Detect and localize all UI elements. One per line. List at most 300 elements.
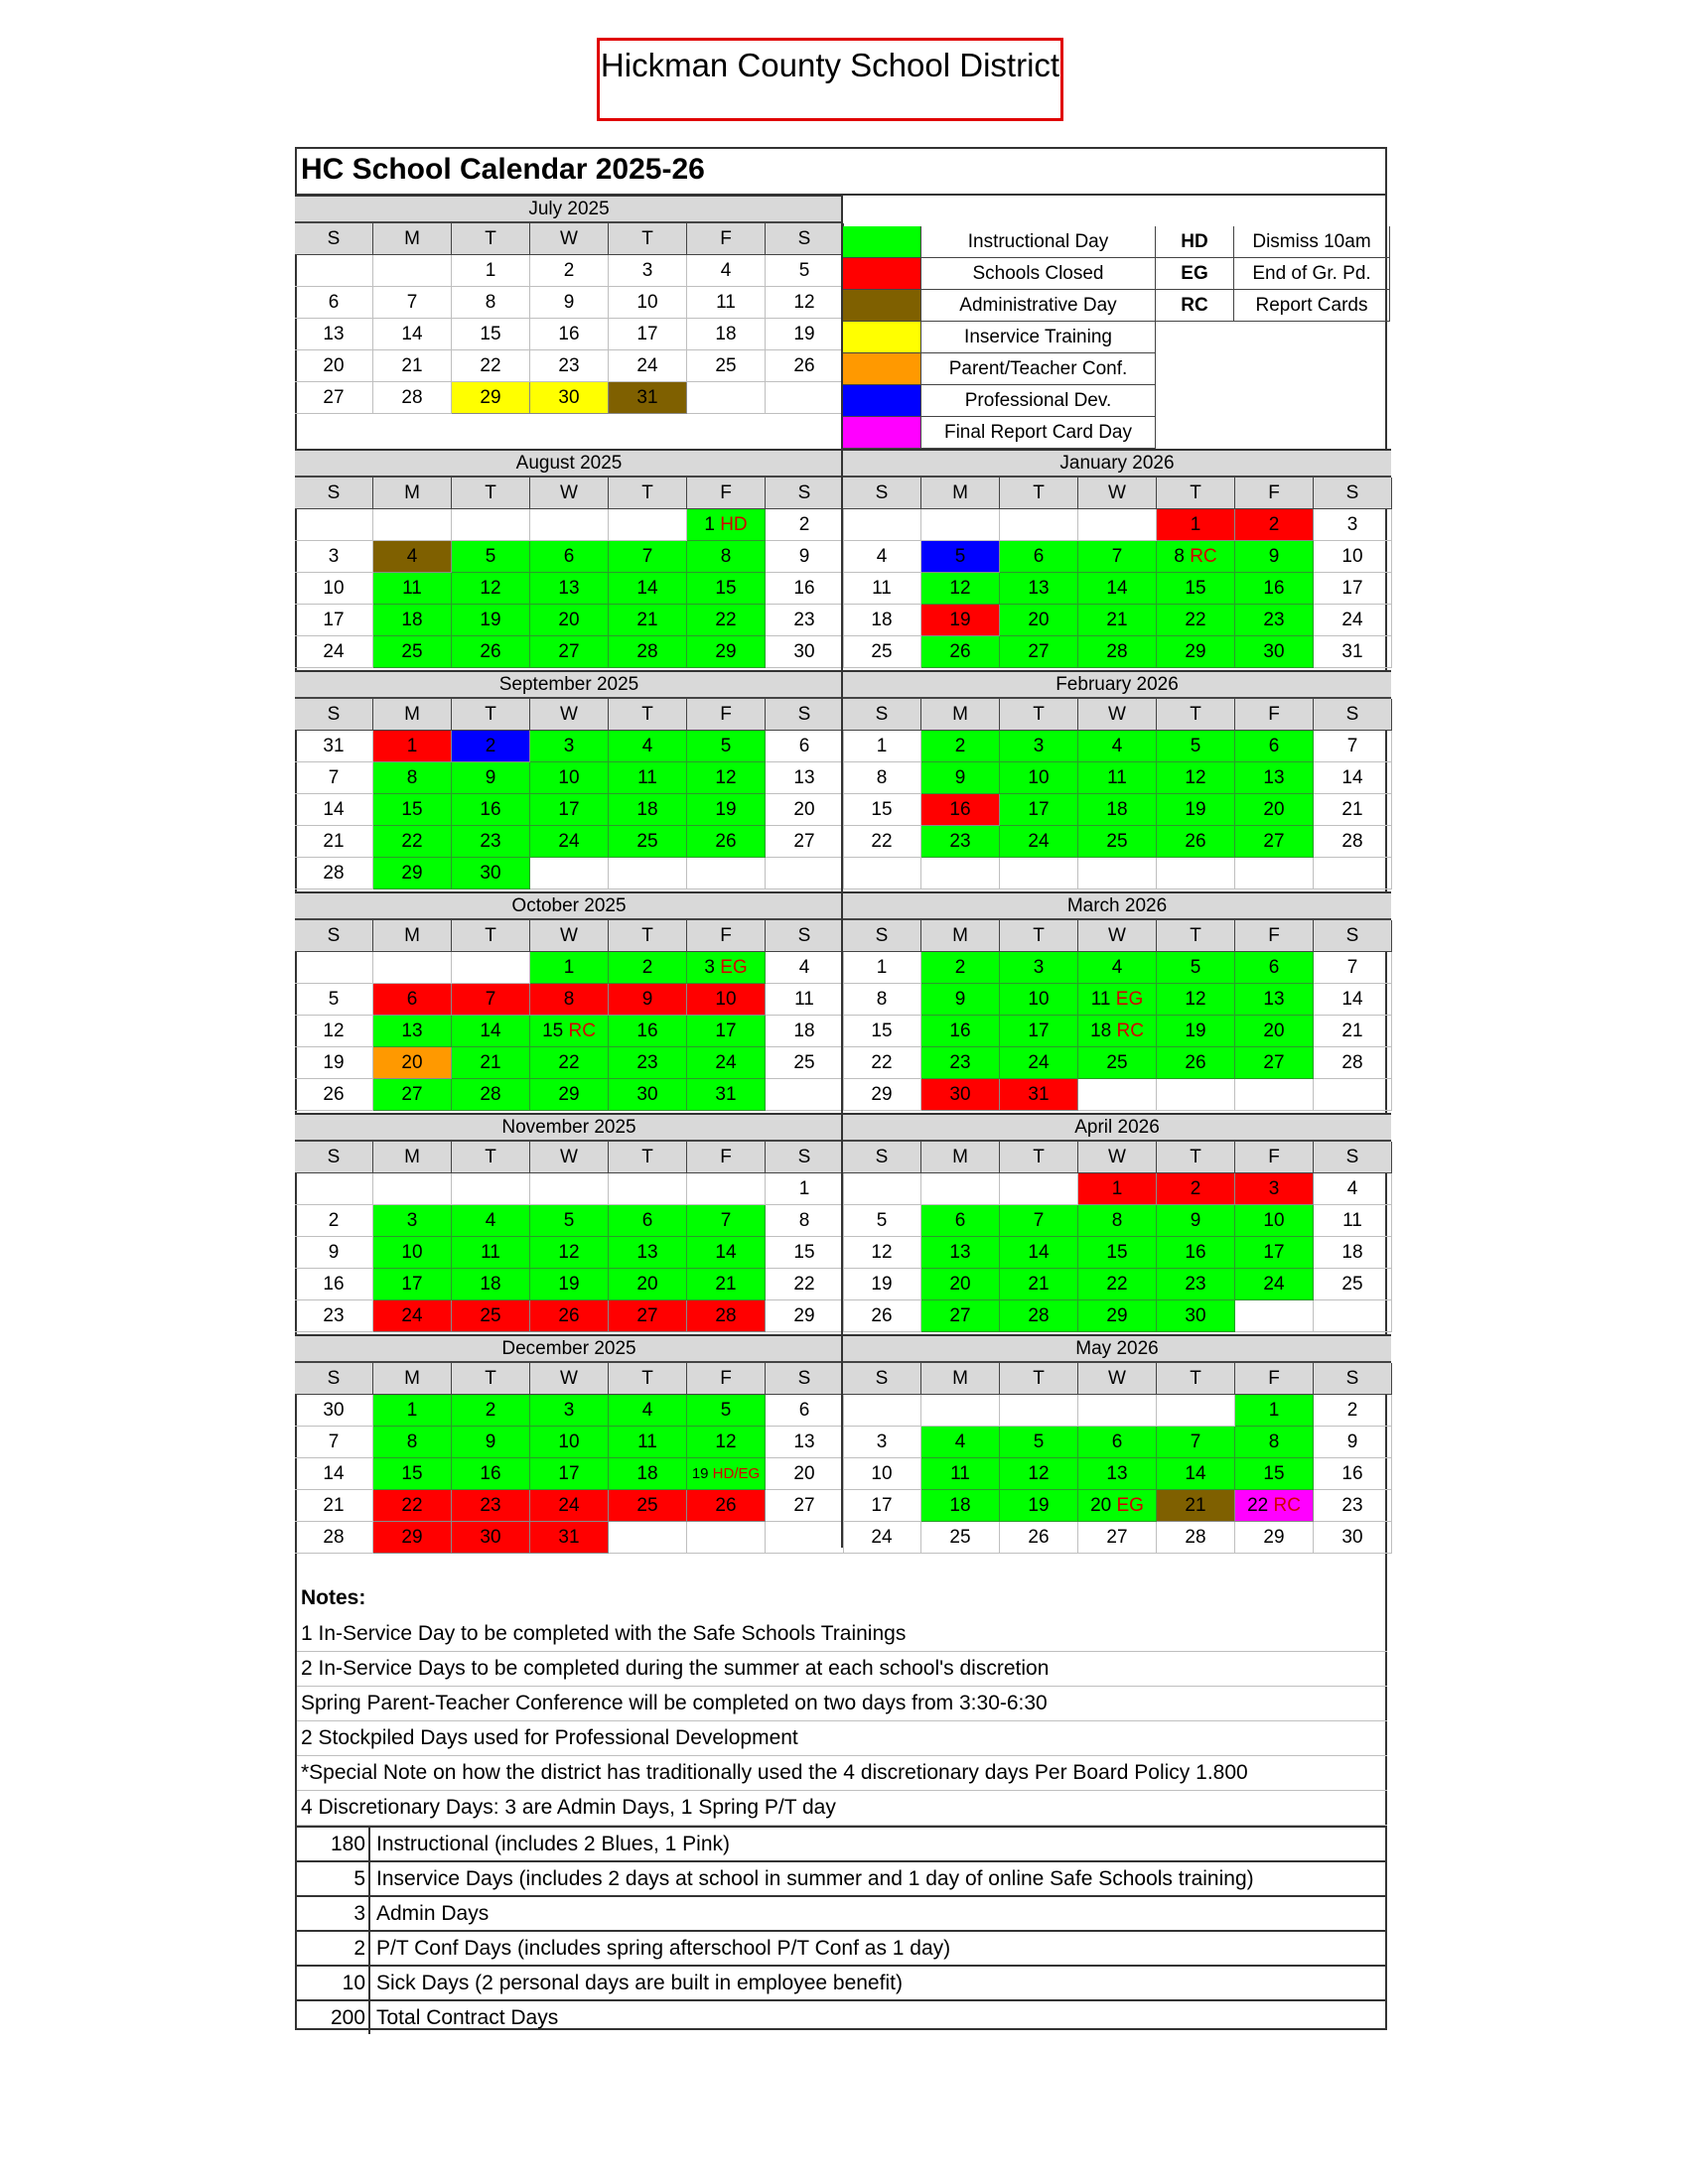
day-cell: 20 bbox=[1000, 605, 1078, 636]
day-marker: HD bbox=[720, 514, 748, 535]
weekday-header: S bbox=[295, 1142, 373, 1173]
weekday-header: S bbox=[295, 1363, 373, 1395]
day-cell: 22 bbox=[530, 1047, 609, 1079]
weekday-header: W bbox=[1078, 1142, 1157, 1173]
day-cell: 23 bbox=[452, 826, 530, 858]
day-number: 3 bbox=[704, 957, 721, 978]
day-cell: 2 bbox=[609, 952, 687, 984]
day-cell: 26 bbox=[921, 636, 1000, 668]
day-cell: 25 bbox=[766, 1047, 844, 1079]
day-cell: 1 bbox=[1157, 509, 1235, 541]
day-cell: 14 bbox=[1000, 1237, 1078, 1269]
day-cell: 14 bbox=[452, 1016, 530, 1047]
summary-count: 3 bbox=[295, 1897, 370, 1930]
month-title: October 2025 bbox=[295, 891, 843, 920]
day-cell: 30 bbox=[452, 858, 530, 889]
day-cell: 16 bbox=[1235, 573, 1314, 605]
summary-count: 2 bbox=[295, 1932, 370, 1965]
day-cell: 5 bbox=[1000, 1427, 1078, 1458]
weekday-header: S bbox=[766, 699, 844, 731]
month-block bbox=[843, 891, 1389, 1113]
day-cell bbox=[295, 255, 373, 287]
weekday-header: T bbox=[1157, 478, 1235, 509]
weekday-header: W bbox=[530, 920, 609, 952]
summary-row bbox=[295, 1999, 1387, 2034]
day-cell: 7 bbox=[609, 541, 687, 573]
day-cell bbox=[921, 1395, 1000, 1427]
day-cell: 13 bbox=[766, 1427, 844, 1458]
day-cell: 12 bbox=[921, 573, 1000, 605]
day-cell bbox=[295, 952, 373, 984]
day-cell: 17 bbox=[843, 1490, 921, 1522]
month-title: January 2026 bbox=[843, 449, 1391, 478]
day-cell: 9 bbox=[766, 541, 844, 573]
day-cell: 18 bbox=[373, 605, 452, 636]
weekday-header: S bbox=[766, 920, 844, 952]
day-cell: 19 bbox=[687, 794, 766, 826]
day-cell: 17 bbox=[1235, 1237, 1314, 1269]
day-cell: 30 bbox=[1314, 1522, 1392, 1554]
day-cell: 15 bbox=[1235, 1458, 1314, 1490]
month-block bbox=[295, 1334, 841, 1556]
note-text: 2 Stockpiled Days used for Professional Development bbox=[301, 1726, 798, 1749]
day-cell: 28 bbox=[687, 1300, 766, 1332]
day-cell: 11 bbox=[766, 984, 844, 1016]
day-cell bbox=[766, 858, 844, 889]
day-number: 8 bbox=[1174, 546, 1191, 567]
day-cell bbox=[687, 509, 766, 541]
note-text: 4 Discretionary Days: 3 are Admin Days, 1 Spring P/T day bbox=[301, 1796, 836, 1819]
day-cell: 8 bbox=[1235, 1427, 1314, 1458]
weekday-header: W bbox=[1078, 920, 1157, 952]
day-cell: 19 bbox=[1000, 1490, 1078, 1522]
weekday-header: W bbox=[530, 1142, 609, 1173]
weekday-header: S bbox=[295, 920, 373, 952]
day-cell: 10 bbox=[530, 762, 609, 794]
day-cell: 24 bbox=[609, 350, 687, 382]
day-cell: 6 bbox=[530, 541, 609, 573]
day-cell: 16 bbox=[530, 319, 609, 350]
day-cell: 7 bbox=[295, 1427, 373, 1458]
day-number: 19 bbox=[691, 1465, 713, 1482]
day-cell: 2 bbox=[452, 1395, 530, 1427]
calendar-title: HC School Calendar 2025-26 bbox=[301, 153, 705, 186]
summary-count: 10 bbox=[295, 1967, 370, 1999]
day-cell: 25 bbox=[921, 1522, 1000, 1554]
day-cell: 23 bbox=[766, 605, 844, 636]
day-cell bbox=[530, 858, 609, 889]
day-cell: 8 bbox=[530, 984, 609, 1016]
weekday-header: T bbox=[1000, 920, 1078, 952]
day-cell: 29 bbox=[530, 1079, 609, 1111]
note-row bbox=[297, 1652, 1387, 1687]
day-cell: 7 bbox=[687, 1205, 766, 1237]
legend-label: Professional Dev. bbox=[921, 385, 1156, 417]
month-block bbox=[295, 670, 841, 891]
day-cell: 13 bbox=[1000, 573, 1078, 605]
legend-code: EG bbox=[1156, 258, 1234, 290]
day-cell: 30 bbox=[609, 1079, 687, 1111]
day-cell: 6 bbox=[609, 1205, 687, 1237]
month-title: May 2026 bbox=[843, 1334, 1391, 1363]
weekday-header: S bbox=[766, 223, 844, 255]
day-cell bbox=[1235, 858, 1314, 889]
day-cell: 13 bbox=[1235, 762, 1314, 794]
day-cell: 16 bbox=[609, 1016, 687, 1047]
day-cell bbox=[687, 1173, 766, 1205]
day-cell: 16 bbox=[295, 1269, 373, 1300]
day-number: 18 bbox=[1090, 1021, 1117, 1041]
legend-swatch-professional-dev- bbox=[843, 385, 921, 417]
month-title: November 2025 bbox=[295, 1113, 843, 1142]
day-cell: 4 bbox=[609, 1395, 687, 1427]
day-marker: EG bbox=[1115, 989, 1144, 1010]
day-cell: 5 bbox=[921, 541, 1000, 573]
day-cell: 1 bbox=[766, 1173, 844, 1205]
day-cell: 29 bbox=[373, 1522, 452, 1554]
day-cell: 21 bbox=[1314, 1016, 1392, 1047]
day-cell bbox=[843, 858, 921, 889]
district-header-box bbox=[597, 38, 1063, 121]
day-cell: 7 bbox=[1314, 952, 1392, 984]
day-cell: 7 bbox=[1314, 731, 1392, 762]
column-divider bbox=[841, 194, 843, 1548]
day-cell: 5 bbox=[843, 1205, 921, 1237]
day-cell: 18 bbox=[609, 794, 687, 826]
weekday-header: W bbox=[530, 478, 609, 509]
day-cell bbox=[373, 952, 452, 984]
day-cell: 20 bbox=[295, 350, 373, 382]
day-cell: 27 bbox=[1235, 826, 1314, 858]
day-cell bbox=[373, 1173, 452, 1205]
day-cell bbox=[843, 509, 921, 541]
weekday-header: T bbox=[1000, 699, 1078, 731]
day-cell: 3 bbox=[1235, 1173, 1314, 1205]
weekday-header: T bbox=[1000, 1142, 1078, 1173]
day-cell: 1 bbox=[1235, 1395, 1314, 1427]
day-cell bbox=[843, 1173, 921, 1205]
day-cell bbox=[1235, 1079, 1314, 1111]
month-block bbox=[295, 195, 843, 416]
day-cell bbox=[609, 1522, 687, 1554]
day-cell: 30 bbox=[766, 636, 844, 668]
day-cell: 26 bbox=[1157, 1047, 1235, 1079]
day-cell bbox=[530, 509, 609, 541]
weekday-header: M bbox=[921, 699, 1000, 731]
day-cell bbox=[295, 1173, 373, 1205]
day-cell: 21 bbox=[1157, 1490, 1235, 1522]
day-cell: 4 bbox=[843, 541, 921, 573]
day-cell: 17 bbox=[373, 1269, 452, 1300]
district-title: Hickman County School District bbox=[600, 47, 1060, 83]
day-cell: 6 bbox=[921, 1205, 1000, 1237]
day-cell: 12 bbox=[452, 573, 530, 605]
day-cell: 30 bbox=[452, 1522, 530, 1554]
day-cell: 21 bbox=[687, 1269, 766, 1300]
day-cell: 19 bbox=[1157, 1016, 1235, 1047]
weekday-header: T bbox=[452, 478, 530, 509]
day-marker: RC bbox=[1190, 546, 1217, 567]
day-cell: 23 bbox=[1235, 605, 1314, 636]
day-cell: 17 bbox=[687, 1016, 766, 1047]
day-cell: 10 bbox=[1000, 762, 1078, 794]
day-cell bbox=[687, 382, 766, 414]
day-cell: 25 bbox=[843, 636, 921, 668]
day-cell: 27 bbox=[766, 1490, 844, 1522]
day-cell: 2 bbox=[452, 731, 530, 762]
day-cell: 25 bbox=[609, 826, 687, 858]
day-cell: 24 bbox=[373, 1300, 452, 1332]
day-cell: 19 bbox=[452, 605, 530, 636]
day-cell: 21 bbox=[295, 826, 373, 858]
day-marker: RC bbox=[1273, 1495, 1301, 1516]
day-cell: 13 bbox=[373, 1016, 452, 1047]
legend-label: Final Report Card Day bbox=[921, 417, 1156, 449]
legend-code-description: Report Cards bbox=[1234, 290, 1390, 322]
weekday-header: T bbox=[1000, 1363, 1078, 1395]
day-cell: 15 bbox=[373, 794, 452, 826]
day-cell bbox=[1078, 1016, 1157, 1047]
day-cell bbox=[1000, 1395, 1078, 1427]
day-cell: 27 bbox=[1000, 636, 1078, 668]
day-number: 11 bbox=[1090, 989, 1116, 1010]
summary-description: Inservice Days (includes 2 days at school in summer and 1 day of online Safe Schools training) bbox=[376, 1867, 1254, 1890]
day-cell: 23 bbox=[1314, 1490, 1392, 1522]
day-cell: 8 bbox=[843, 984, 921, 1016]
day-cell: 10 bbox=[1314, 541, 1392, 573]
day-cell: 25 bbox=[687, 350, 766, 382]
day-cell: 20 bbox=[609, 1269, 687, 1300]
month-title: February 2026 bbox=[843, 670, 1391, 699]
day-cell: 16 bbox=[452, 1458, 530, 1490]
day-cell: 23 bbox=[609, 1047, 687, 1079]
day-cell: 20 bbox=[766, 1458, 844, 1490]
summary-row bbox=[295, 1965, 1387, 1999]
day-cell: 28 bbox=[1314, 1047, 1392, 1079]
summary-description: Admin Days bbox=[376, 1902, 490, 1925]
day-cell: 9 bbox=[609, 984, 687, 1016]
month-block bbox=[295, 891, 841, 1113]
day-cell: 5 bbox=[687, 1395, 766, 1427]
day-cell: 18 bbox=[1314, 1237, 1392, 1269]
month-title: August 2025 bbox=[295, 449, 843, 478]
legend-code-description: End of Gr. Pd. bbox=[1234, 258, 1390, 290]
legend-code-description: Dismiss 10am bbox=[1234, 226, 1390, 258]
day-cell: 11 bbox=[609, 762, 687, 794]
day-cell bbox=[1157, 541, 1235, 573]
day-cell: 13 bbox=[295, 319, 373, 350]
legend-swatch-schools-closed bbox=[843, 258, 921, 290]
month-block bbox=[843, 670, 1389, 891]
day-cell: 14 bbox=[687, 1237, 766, 1269]
day-cell: 23 bbox=[295, 1300, 373, 1332]
day-cell: 26 bbox=[687, 1490, 766, 1522]
day-cell: 8 bbox=[843, 762, 921, 794]
day-cell: 13 bbox=[766, 762, 844, 794]
day-cell bbox=[766, 1079, 844, 1111]
day-cell: 3 bbox=[530, 731, 609, 762]
day-cell: 6 bbox=[1235, 731, 1314, 762]
weekday-header: F bbox=[687, 478, 766, 509]
day-cell: 31 bbox=[1000, 1079, 1078, 1111]
day-cell: 11 bbox=[452, 1237, 530, 1269]
day-cell: 4 bbox=[452, 1205, 530, 1237]
day-cell: 4 bbox=[1314, 1173, 1392, 1205]
day-cell: 23 bbox=[1157, 1269, 1235, 1300]
weekday-header: W bbox=[1078, 699, 1157, 731]
day-cell: 24 bbox=[843, 1522, 921, 1554]
month-block bbox=[843, 449, 1389, 670]
day-marker: HD/EG bbox=[712, 1465, 761, 1482]
day-cell: 13 bbox=[609, 1237, 687, 1269]
weekday-header: S bbox=[843, 1142, 921, 1173]
day-cell: 8 bbox=[687, 541, 766, 573]
day-cell: 26 bbox=[452, 636, 530, 668]
day-cell: 8 bbox=[373, 762, 452, 794]
day-cell: 13 bbox=[921, 1237, 1000, 1269]
day-cell bbox=[843, 1395, 921, 1427]
notes-label: Notes: bbox=[301, 1586, 366, 1609]
day-cell: 25 bbox=[373, 636, 452, 668]
weekday-header: T bbox=[1157, 1142, 1235, 1173]
day-cell: 11 bbox=[921, 1458, 1000, 1490]
weekday-header: S bbox=[295, 478, 373, 509]
day-cell bbox=[452, 509, 530, 541]
day-cell: 9 bbox=[1235, 541, 1314, 573]
day-cell: 29 bbox=[843, 1079, 921, 1111]
day-cell: 10 bbox=[1000, 984, 1078, 1016]
day-cell: 16 bbox=[1314, 1458, 1392, 1490]
day-cell: 14 bbox=[373, 319, 452, 350]
day-cell: 4 bbox=[1078, 952, 1157, 984]
day-cell: 15 bbox=[1157, 573, 1235, 605]
day-cell: 22 bbox=[843, 826, 921, 858]
weekday-header: S bbox=[843, 1363, 921, 1395]
day-cell: 20 bbox=[1235, 794, 1314, 826]
day-cell: 5 bbox=[687, 731, 766, 762]
day-cell bbox=[1235, 1490, 1314, 1522]
weekday-header: T bbox=[1157, 699, 1235, 731]
note-text: 1 In-Service Day to be completed with the Safe Schools Trainings bbox=[301, 1622, 907, 1645]
day-cell: 13 bbox=[1235, 984, 1314, 1016]
month-title: December 2025 bbox=[295, 1334, 843, 1363]
day-cell: 19 bbox=[1157, 794, 1235, 826]
legend-swatch-inservice-training bbox=[843, 322, 921, 353]
day-cell: 16 bbox=[1157, 1237, 1235, 1269]
day-marker: RC bbox=[1116, 1021, 1144, 1041]
day-cell: 14 bbox=[1314, 762, 1392, 794]
weekday-header: F bbox=[687, 699, 766, 731]
day-cell: 26 bbox=[295, 1079, 373, 1111]
day-cell bbox=[452, 1173, 530, 1205]
summary-description: Total Contract Days bbox=[376, 2006, 559, 2029]
day-cell: 9 bbox=[921, 984, 1000, 1016]
weekday-header: M bbox=[373, 1363, 452, 1395]
day-cell: 16 bbox=[766, 573, 844, 605]
day-cell: 2 bbox=[1157, 1173, 1235, 1205]
note-row bbox=[297, 1617, 1387, 1652]
day-cell: 3 bbox=[1314, 509, 1392, 541]
day-cell: 7 bbox=[295, 762, 373, 794]
day-cell bbox=[687, 952, 766, 984]
day-cell bbox=[452, 952, 530, 984]
summary-description: Sick Days (2 personal days are built in employee benefit) bbox=[376, 1972, 903, 1994]
day-cell bbox=[1078, 1490, 1157, 1522]
weekday-header: S bbox=[1314, 920, 1392, 952]
day-cell: 31 bbox=[687, 1079, 766, 1111]
day-cell bbox=[1157, 1079, 1235, 1111]
weekday-header: S bbox=[1314, 1363, 1392, 1395]
day-cell: 8 bbox=[452, 287, 530, 319]
day-cell: 8 bbox=[766, 1205, 844, 1237]
weekday-header: M bbox=[373, 1142, 452, 1173]
day-cell: 28 bbox=[295, 1522, 373, 1554]
day-cell: 21 bbox=[609, 605, 687, 636]
day-cell: 15 bbox=[843, 1016, 921, 1047]
day-cell: 11 bbox=[1314, 1205, 1392, 1237]
day-cell: 8 bbox=[373, 1427, 452, 1458]
day-cell bbox=[373, 509, 452, 541]
legend-label: Schools Closed bbox=[921, 258, 1156, 290]
day-cell: 13 bbox=[530, 573, 609, 605]
note-text: Spring Parent-Teacher Conference will be completed on two days from 3:30-6:30 bbox=[301, 1692, 1048, 1714]
day-cell: 26 bbox=[843, 1300, 921, 1332]
day-cell bbox=[1157, 1395, 1235, 1427]
day-marker: RC bbox=[568, 1021, 596, 1041]
day-cell: 24 bbox=[687, 1047, 766, 1079]
month-title: September 2025 bbox=[295, 670, 843, 699]
day-cell: 30 bbox=[921, 1079, 1000, 1111]
day-cell: 19 bbox=[295, 1047, 373, 1079]
day-cell: 6 bbox=[1000, 541, 1078, 573]
day-cell: 21 bbox=[373, 350, 452, 382]
day-cell: 6 bbox=[1235, 952, 1314, 984]
weekday-header: F bbox=[687, 223, 766, 255]
day-cell: 18 bbox=[609, 1458, 687, 1490]
weekday-header: S bbox=[1314, 478, 1392, 509]
weekday-header: F bbox=[1235, 478, 1314, 509]
day-cell bbox=[609, 509, 687, 541]
day-cell: 17 bbox=[530, 1458, 609, 1490]
day-cell bbox=[1078, 1395, 1157, 1427]
day-number: 20 bbox=[1090, 1495, 1117, 1516]
day-cell: 28 bbox=[1157, 1522, 1235, 1554]
note-row bbox=[297, 1687, 1387, 1721]
day-cell: 5 bbox=[1157, 952, 1235, 984]
legend-code: RC bbox=[1156, 290, 1234, 322]
day-cell: 4 bbox=[766, 952, 844, 984]
day-cell: 22 bbox=[687, 605, 766, 636]
legend-label: Instructional Day bbox=[921, 226, 1156, 258]
day-cell: 25 bbox=[1314, 1269, 1392, 1300]
day-cell bbox=[530, 1173, 609, 1205]
day-cell: 3 bbox=[530, 1395, 609, 1427]
day-cell bbox=[1000, 858, 1078, 889]
day-cell: 25 bbox=[609, 1490, 687, 1522]
day-cell: 25 bbox=[452, 1300, 530, 1332]
day-cell: 7 bbox=[1157, 1427, 1235, 1458]
day-cell: 12 bbox=[530, 1237, 609, 1269]
day-cell: 29 bbox=[452, 382, 530, 414]
day-cell bbox=[766, 1522, 844, 1554]
weekday-header: F bbox=[1235, 699, 1314, 731]
weekday-header: S bbox=[843, 920, 921, 952]
day-cell: 8 bbox=[1078, 1205, 1157, 1237]
weekday-header: F bbox=[687, 1142, 766, 1173]
day-cell: 14 bbox=[1078, 573, 1157, 605]
legend-swatch-instructional-day bbox=[843, 226, 921, 258]
day-cell: 26 bbox=[1157, 826, 1235, 858]
